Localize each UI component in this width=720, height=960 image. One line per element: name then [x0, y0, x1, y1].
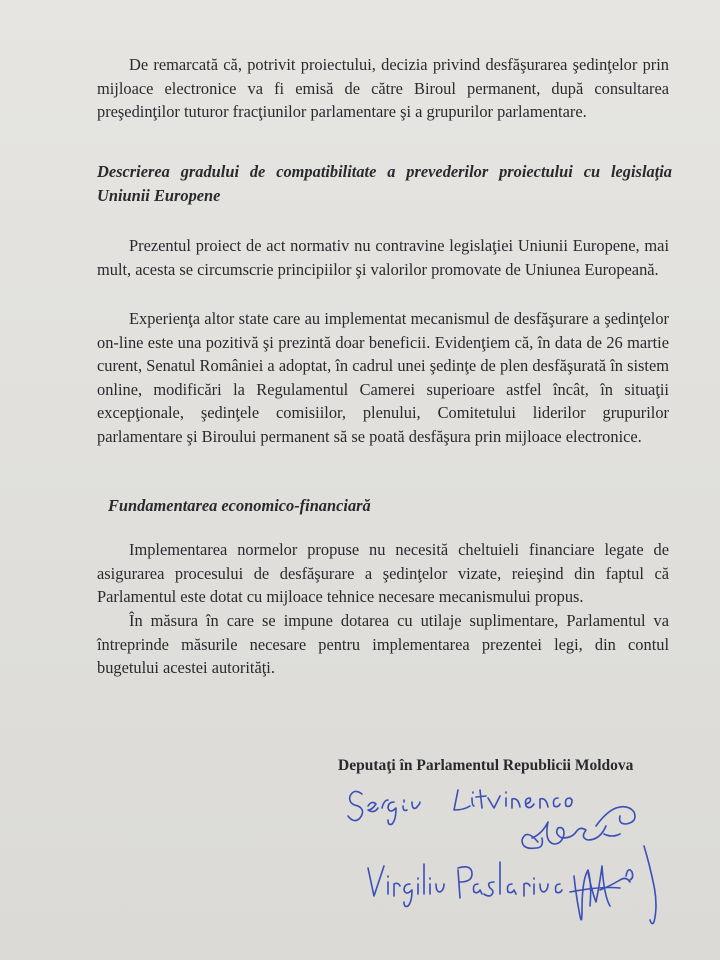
signature-sergiu-litvinenco — [348, 790, 572, 825]
signatories-title: Deputaţi în Parlamentul Republicii Moldova — [338, 757, 634, 774]
heading-eu-compatibility: Descrierea gradului de compatibilitate a prevederilor proiectului cu legislaţia Uniunii Europene — [97, 162, 672, 205]
signature-middle — [522, 807, 635, 849]
paragraph-decision: De remarcată că, potrivit proiectului, decizia privind desfăşurarea şedinţelor prin mijloace electronice va fi emisă de către Biroul permanent, după consultarea preşedinţilor tuturor fracţiunilor parlamentare şi a grupurilor parlamentare. — [97, 55, 669, 121]
signature-virgiliu-paslariuc — [368, 862, 562, 907]
paragraph-equipment: În măsura în care se impune dotarea cu utilaje suplimentare, Parlamentul va întreprinde măsurile necesare pentru implementarea prezentei legi, din contul bugetului acestei autorităţi. — [97, 611, 669, 677]
paragraph-costs: Implementarea normelor propuse nu necesită cheltuieli financiare legate de asigurarea procesului de desfăşurare a şedinţelor vizate, reieşind din faptul că Parlamentul este dotat cu mijloace tehnice necesare mecanismului propus. — [97, 540, 669, 606]
paragraph-experience: Experienţa altor state care au implementat mecanismul de desfăşurare a şedinţelor on-line este una pozitivă şi prezintă doar beneficii. Evidenţiem că, în data de 26 martie curent, Senatul României a adoptat, în cadrul unei şedinţe de plen desfăşurată în sistem online, modificări la Regulamentul Camerei superioare astfel încât, în situaţii excepţionale, şedinţele comisiilor, plenului, Comitetului liderilor grupurilor parlamentare şi Biroului permanent să se poată desfăşura prin mijloace electronice. — [97, 309, 669, 446]
signature-right — [570, 846, 656, 924]
heading-economic-financial: Fundamentarea economico-financiară — [108, 496, 371, 515]
paragraph-eu-legislation: Prezentul proiect de act normativ nu contravine legislaţiei Uniunii Europene, mai mult, acesta se circumscrie principiilor şi valorilor promovate de Uniunea Europeană. — [97, 236, 669, 279]
